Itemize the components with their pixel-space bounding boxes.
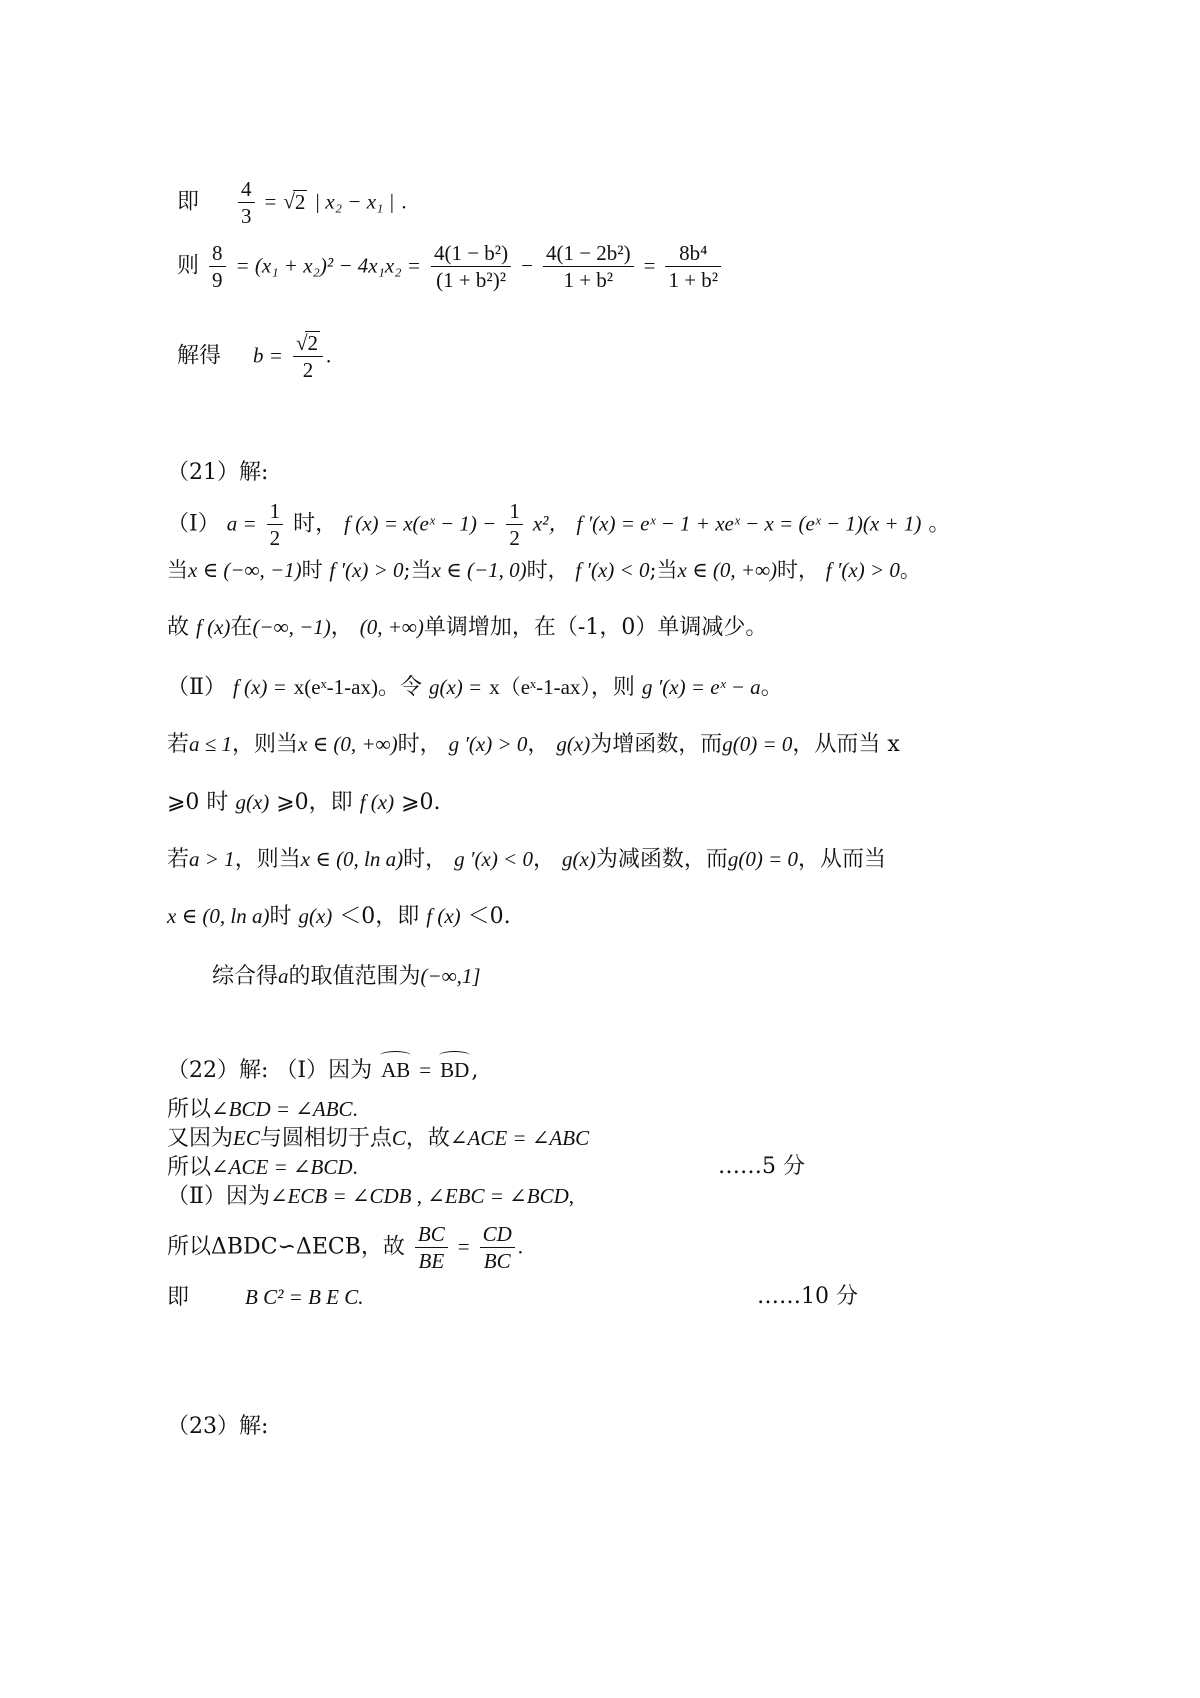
denominator: BC (483, 1249, 511, 1273)
text: ，则当 (234, 847, 301, 872)
q21-line-6 (167, 787, 441, 818)
text: 即 (167, 1285, 190, 1310)
q21-line-8 (167, 901, 511, 932)
numerator: 1 (267, 498, 284, 525)
numerator: 4(1 − b²) (431, 240, 511, 267)
expr: ∠ACE = ∠ABC (449, 1126, 590, 1150)
text: 。 (760, 675, 783, 700)
text: ;当 (403, 558, 432, 582)
period: . (325, 343, 332, 368)
expr: C (391, 1126, 406, 1150)
expr: x ∈ (0, +∞) (677, 558, 778, 582)
period: . (401, 189, 407, 214)
text: 则 (177, 253, 200, 279)
fraction (415, 1221, 448, 1274)
arc-bd: BD (438, 1055, 471, 1085)
expr: ∠ACE = ∠BCD (211, 1155, 353, 1179)
expr: f ′(x) = eˣ − 1 + xeˣ − x = (eˣ − 1)(x + 1) (576, 511, 922, 536)
fraction (480, 1221, 515, 1274)
text: 时， (777, 558, 820, 582)
text: ，则当 (232, 732, 299, 757)
denominator: 2 (509, 526, 520, 550)
text: . (517, 1234, 524, 1259)
text: 单调增加，在（-1，0）单调减少。 (423, 615, 768, 640)
expr: (−∞,1] (420, 964, 481, 988)
expr: a > 1 (189, 847, 235, 871)
text: . (352, 1097, 358, 1121)
expr: x（eˣ-1-ax） (489, 675, 591, 699)
expr: g ′(x) < 0 (454, 847, 533, 871)
expr: f (x) = x(eˣ − 1) − (344, 511, 497, 536)
text: , (471, 1058, 479, 1083)
q21-line-3 (167, 612, 767, 643)
expr: ∠ECB = ∠CDB , ∠EBC = ∠BCD (269, 1184, 569, 1208)
q22-line-7 (167, 1282, 363, 1313)
equals: = (457, 1234, 470, 1259)
numerator (293, 330, 323, 357)
q21-line-1 (167, 498, 950, 551)
text: 时， (293, 511, 338, 537)
expr: x ∈ (−1, 0) (431, 558, 527, 582)
numerator: 4(1 − 2b²) (543, 240, 634, 267)
text: （22）解: （Ⅰ）因为 (167, 1058, 373, 1083)
text: ＜0，即 (339, 904, 420, 929)
expr: = (x₁ + x₂)² − 4x₁x₂ = (235, 253, 421, 278)
text: 若 (167, 847, 190, 872)
sqrt-sign: √ (283, 189, 295, 214)
denominator: BE (418, 1249, 445, 1273)
expr: x²， (532, 511, 570, 536)
numerator: 4 (238, 176, 255, 203)
expr: f ′(x) > 0 (329, 558, 404, 582)
q21-heading: （21）解: (167, 460, 269, 485)
text: 当 (167, 558, 188, 582)
fraction (267, 498, 284, 551)
radicand: 2 (307, 331, 318, 355)
expr: B C² = B E C. (245, 1285, 364, 1309)
denominator: 9 (212, 268, 223, 292)
fraction (506, 498, 523, 551)
q22-line-1 (167, 1055, 478, 1086)
q22-line-5 (167, 1181, 574, 1212)
fraction (238, 176, 255, 229)
text: ， (527, 732, 550, 757)
expr: f ′(x) > 0 (825, 558, 900, 582)
text: 。 (928, 511, 951, 537)
expr: (−∞, −1) (252, 615, 331, 639)
expr: f (x) (359, 790, 395, 814)
expr: g ′(x) > 0 (448, 732, 528, 756)
expr: g(x) (562, 847, 596, 871)
expr: x ∈ (−∞, −1) (188, 558, 302, 582)
score-10: ……10 分 (757, 1284, 858, 1309)
text: 时， (397, 732, 442, 757)
q22-line-6 (167, 1221, 523, 1274)
q21-line-9 (212, 961, 481, 992)
text: 为减函数，而 (595, 847, 728, 872)
text: ，从而当 (798, 847, 887, 872)
expr: g(x) (235, 790, 270, 814)
expr: x ∈ (0, ln a) (300, 847, 404, 871)
q22-line-3 (167, 1123, 589, 1154)
text: ，从而当 x (792, 732, 900, 757)
radicand: 2 (294, 189, 306, 214)
text: 。 (899, 558, 921, 582)
text: ⩾0. (401, 790, 441, 815)
numerator: 8b⁴ (665, 240, 721, 267)
expr: a (278, 964, 289, 988)
expr: (0, +∞) (359, 615, 424, 639)
text: 解得 (177, 343, 222, 369)
expr: f (x) (196, 615, 231, 639)
text: 的取值范围为 (288, 964, 421, 989)
line-2 (177, 240, 724, 293)
expr: x ∈ (0, ln a) (167, 904, 270, 928)
q22-line-2 (167, 1094, 358, 1125)
text: 所以 (167, 1155, 212, 1180)
expr: g(x) = (428, 675, 483, 699)
numerator: 8 (209, 240, 226, 267)
numerator: BC (415, 1221, 448, 1248)
fraction (543, 240, 634, 293)
expr: ∠BCD = ∠ABC (211, 1097, 353, 1121)
expr: g(x) (556, 732, 591, 756)
q21-line-5 (167, 729, 900, 760)
denominator: (1 + b²)² (436, 268, 506, 292)
expr: b = (253, 343, 283, 368)
expr: x ∈ (0, +∞) (298, 732, 398, 756)
expr: f (x) (426, 904, 461, 928)
denominator: 1 + b² (563, 268, 614, 292)
denominator: 2 (302, 358, 314, 382)
numerator: 1 (506, 498, 523, 525)
text: ＜0. (467, 904, 511, 929)
abs-expr: | x₂ − x₁ | (314, 189, 395, 214)
fraction (665, 240, 721, 293)
q23-heading: （23）解: (167, 1414, 269, 1439)
text: 为增函数，而 (590, 732, 723, 757)
text: 时 (269, 904, 292, 929)
text: （Ⅱ） (167, 675, 226, 700)
expr: f ′(x) < 0 (575, 558, 650, 582)
text: ;当 (649, 558, 678, 582)
text: ⩾0，即 (276, 790, 353, 815)
q21-line-2 (167, 555, 921, 585)
score-5: ……5 分 (718, 1154, 805, 1179)
text: , (568, 1184, 575, 1208)
fraction (431, 240, 511, 293)
line-3 (177, 330, 331, 383)
expr: f (x) = (232, 675, 287, 699)
text: ，则 (590, 675, 635, 700)
expr: g ′(x) = eˣ − a (641, 675, 761, 699)
denominator: 1 + b² (668, 268, 719, 292)
expr: EC (233, 1126, 260, 1150)
numerator: CD (480, 1221, 515, 1248)
q22-line-4 (167, 1152, 358, 1183)
sqrt-sign: √ (295, 331, 308, 355)
equals: = (643, 253, 656, 278)
text: 在 (230, 615, 253, 640)
expr: a ≤ 1 (189, 732, 233, 756)
arc-ab: AB (379, 1055, 412, 1085)
text: （Ⅱ）因为 (167, 1184, 270, 1209)
expr: g(0) = 0 (722, 732, 793, 756)
text: （Ⅰ） (167, 511, 220, 537)
fraction (209, 240, 226, 293)
q21-line-7 (167, 844, 886, 875)
text: 时 (301, 558, 323, 582)
text: ，故 (405, 1126, 450, 1151)
denominator: 3 (241, 204, 252, 228)
equals: = (419, 1058, 432, 1082)
minus: − (521, 253, 533, 278)
text: . (352, 1155, 358, 1179)
text: 所以 (167, 1097, 212, 1122)
text: 若 (167, 732, 190, 757)
text: 又因为 (167, 1126, 234, 1151)
q21-line-4 (167, 672, 783, 703)
text: 时， (526, 558, 569, 582)
text: 故 (167, 615, 190, 640)
text: ， (532, 847, 555, 872)
text: ， (330, 615, 353, 640)
expr: g(x) (298, 904, 333, 928)
text: ⩾0 时 (167, 790, 229, 815)
denominator: 2 (269, 526, 281, 550)
text: 时， (403, 847, 448, 872)
line-1 (177, 176, 407, 229)
equals: = (264, 189, 277, 214)
text: 综合得 (212, 964, 279, 989)
fraction (293, 330, 323, 383)
expr: a = (226, 511, 257, 536)
text: 所以ΔBDC∽ΔECB，故 (167, 1234, 405, 1260)
text: 即 (177, 189, 200, 215)
expr: g(0) = 0 (727, 847, 798, 871)
expr: x(eˣ-1-ax) (293, 675, 378, 699)
text: 与圆相切于点 (259, 1126, 392, 1151)
text: 。令 (377, 675, 422, 700)
